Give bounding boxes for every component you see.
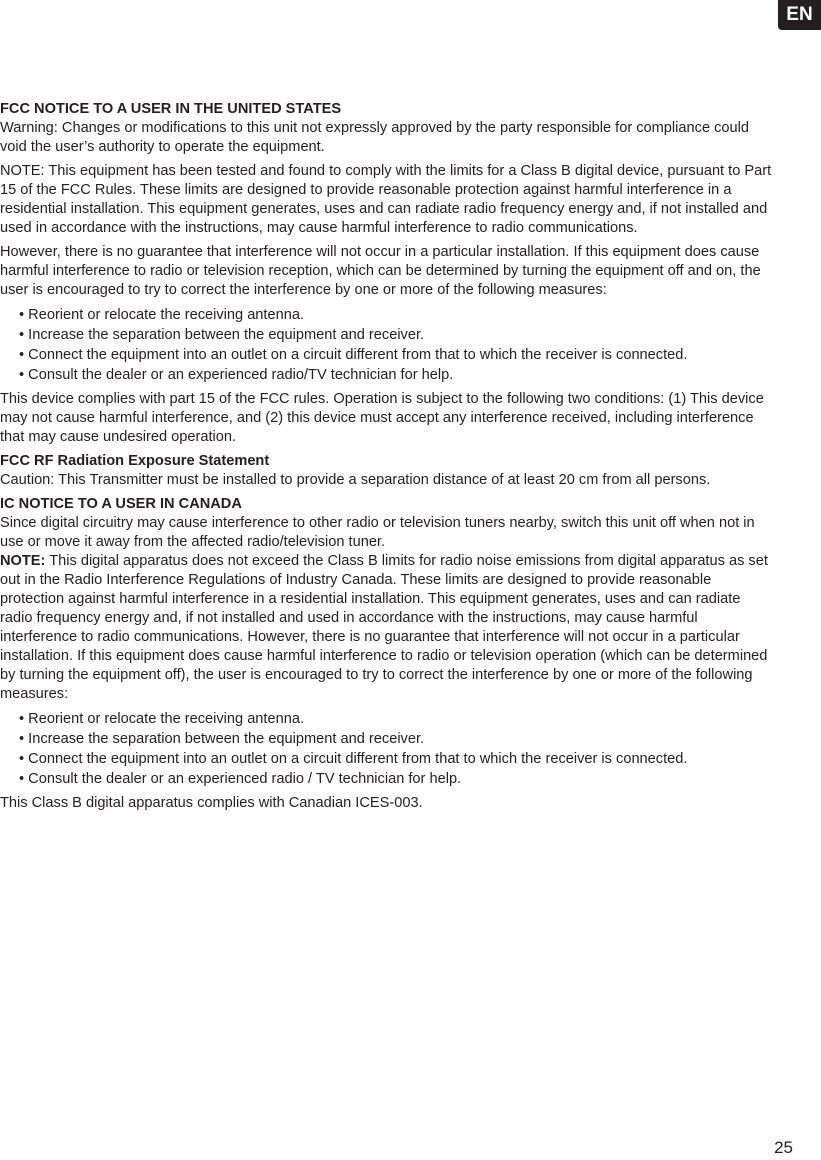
list-item: • Consult the dealer or an experienced radio/TV technician for help. [19, 365, 775, 385]
list-item: • Connect the equipment into an outlet on a circuit different from that to which the receiver is connected. [19, 345, 775, 365]
ic-notice-heading: IC NOTICE TO A USER IN CANADA [0, 496, 242, 512]
list-item: • Reorient or relocate the receiving antenna. [19, 709, 775, 729]
list-item: • Reorient or relocate the receiving antenna. [19, 305, 775, 325]
ic-note-text: This digital apparatus does not exceed the Class B limits for radio noise emissions from digital apparatus as set out in the Radio Interference Regulations of Industry Canada. These limits are designed to provide reasonable protection against harmful interference in a residential installation. This equipment generates, uses and can radiate radio frequency energy and, if not installed and used in accordance with the instructions, may cause harmful interference to radio communications. However, there is no guarantee that interference will not occur in a particular installation. If this equipment does cause harmful interference to radio or television operation (which can be determined by turning the equipment off), the user is encouraged to try to correct the interference by one or more of the following measures: [0, 553, 768, 702]
fcc-warning-paragraph: Warning: Changes or modifications to this unit not expressly approved by the party responsible for compliance could void the user’s authority to operate the equipment. [0, 120, 749, 155]
rf-caution-paragraph: Caution: This Transmitter must be installed to provide a separation distance of at least 20 cm from all persons. [0, 472, 711, 488]
ic-intro-paragraph: Since digital circuitry may cause interference to other radio or television tuners nearby, switch this unit off when not in use or move it away from the affected radio/television tuner. [0, 515, 755, 550]
ic-measures-list [0, 709, 775, 789]
ic-note-label: NOTE: [0, 553, 46, 569]
fcc-measures-list [0, 305, 775, 385]
list-item: • Consult the dealer or an experienced radio / TV technician for help. [19, 769, 775, 789]
fcc-however-paragraph: However, there is no guarantee that interference will not occur in a particular installation. If this equipment does cause harmful interference to radio or television reception, which can be determined by turning the equipment off and on, the user is encouraged to try to correct the interference by one or more of the following measures: [0, 244, 761, 298]
fcc-notice-heading: FCC NOTICE TO A USER IN THE UNITED STATES [0, 101, 342, 117]
rf-exposure-heading: FCC RF Radiation Exposure Statement [0, 453, 270, 469]
fcc-complies-paragraph: This device complies with part 15 of the FCC rules. Operation is subject to the following two conditions: (1) This device may not cause harmful interference, and (2) this device must accept any interference received, including interference that may cause undesired operation. [0, 391, 764, 445]
fcc-note-paragraph: NOTE: This equipment has been tested and found to comply with the limits for a Class B digital device, pursuant to Part 15 of the FCC Rules. These limits are designed to provide reasonable protection against harmful interference in a residential installation. This equipment generates, uses and can radiate radio frequency energy and, if not installed and used in accordance with the instructions, may cause harmful interference to radio communications. [0, 163, 772, 236]
ic-complies-paragraph: This Class B digital apparatus complies with Canadian ICES-003. [0, 795, 423, 811]
list-item: • Increase the separation between the equipment and receiver. [19, 729, 775, 749]
page-number: 25 [774, 1138, 793, 1157]
language-tab: EN [778, 0, 821, 30]
document-body [0, 100, 775, 818]
ic-note-paragraph [0, 552, 775, 704]
list-item: • Connect the equipment into an outlet on a circuit different from that to which the receiver is connected. [19, 749, 775, 769]
list-item: • Increase the separation between the equipment and receiver. [19, 325, 775, 345]
